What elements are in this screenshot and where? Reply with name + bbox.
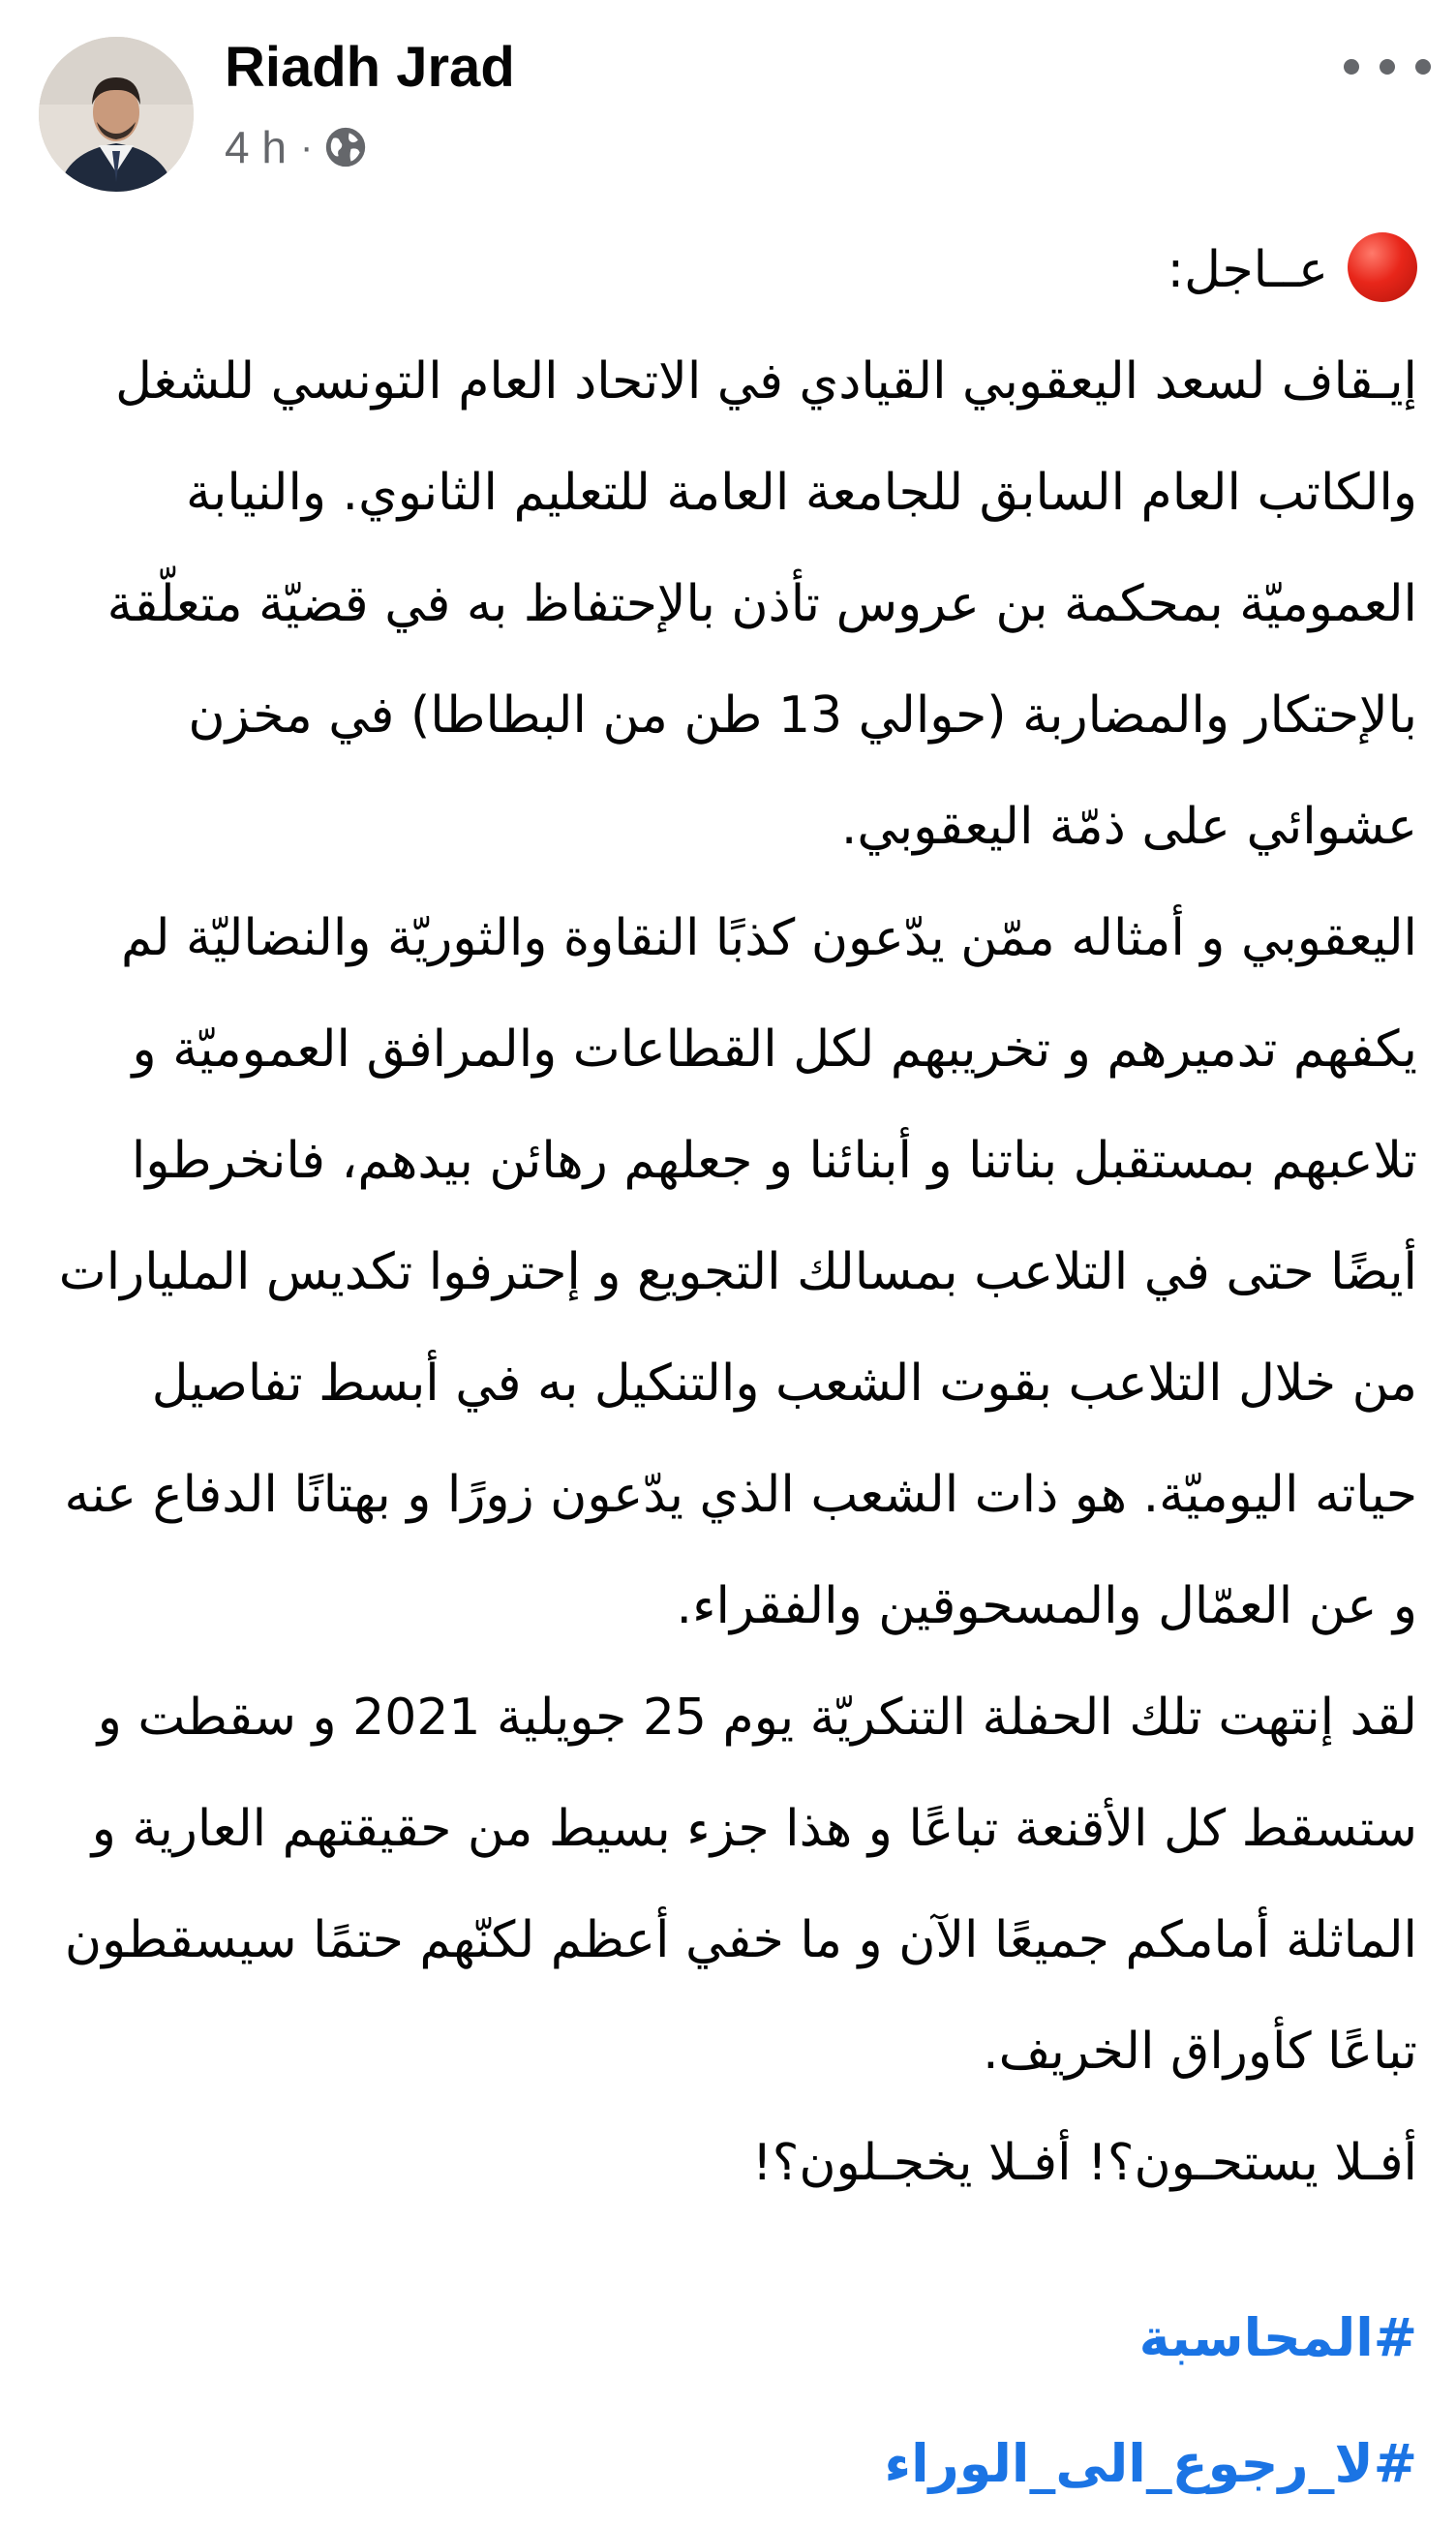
- hashtag-link[interactable]: #المحاسبة: [1138, 2307, 1417, 2368]
- post-meta: [225, 118, 367, 176]
- urgent-label: عــاجل:: [1167, 241, 1328, 299]
- post-time[interactable]: 4 h: [225, 122, 287, 172]
- post-paragraph: اليعقوبي و أمثاله ممّن يدّعون كذبًا النقاوة والثوريّة والنضاليّة لم يكفهم تدميرهم و تخريبهم لكل القطاعات والمرافق العموميّة و تلاعبهم بمستقبل بناتنا و أبنائنا و جعلهم رهائن بيدهم، فانخرطوا أيضًا حتى في التلاعب بمسالك التجويع و إحترفوا تكديس المليارات من خلال التلاعب بقوت الشعب والتنكيل به في أبسط تفاصيل حياته اليوميّة. هو ذات الشعب الذي يدّعون زورًا و بهتانًا الدفاع عنه و عن العمّال والمسحوقين والفقراء.: [58, 909, 1417, 1635]
- hashtag-list: [39, 2275, 1417, 2527]
- more-dot: [1415, 59, 1431, 75]
- post-header: [0, 0, 1456, 194]
- urgent-line: [39, 215, 1417, 326]
- post-paragraph: لقد إنتهت تلك الحفلة التنكريّة يوم 25 جويلية 2021 و سقطت و ستسقط كل الأقنعة تباعًا و هذا جزء بسيط من حقيقتهم العارية و الماثلة أمامكم جميعًا الآن و ما خفي أعظم لكنّهم حتمًا سيسقطون تباعًا كأوراق الخريف.: [64, 1689, 1417, 2081]
- red-circle-icon: [1348, 232, 1417, 302]
- globe-icon[interactable]: [324, 126, 367, 168]
- post-body: [39, 215, 1417, 2219]
- avatar[interactable]: [39, 37, 194, 192]
- author-name[interactable]: Riadh Jrad: [225, 36, 515, 99]
- post-paragraph: أفـلا يستحـون؟! أفـلا يخجـلون؟!: [751, 2134, 1417, 2192]
- post-paragraph: إيـقاف لسعد اليعقوبي القيادي في الاتحاد العام التونسي للشغل والكاتب العام السابق للجامعة العامة للتعليم الثانوي. والنيابة العموميّة بمحكمة بن عروس تأذن بالإحتفاظ به في قضيّة متعلّقة بالإحتكار والمضاربة (حوالي 13 طن من البطاطا) في مخزن عشوائي على ذمّة اليعقوبي.: [106, 352, 1417, 856]
- hashtag-link[interactable]: #لا_رجوع_الى_الوراء: [884, 2433, 1417, 2494]
- more-options-button[interactable]: [1344, 50, 1431, 83]
- meta-separator: ·: [299, 125, 314, 168]
- more-horizontal-icon: [1344, 59, 1359, 75]
- profile-photo-icon: [39, 37, 194, 192]
- more-dot: [1380, 59, 1395, 75]
